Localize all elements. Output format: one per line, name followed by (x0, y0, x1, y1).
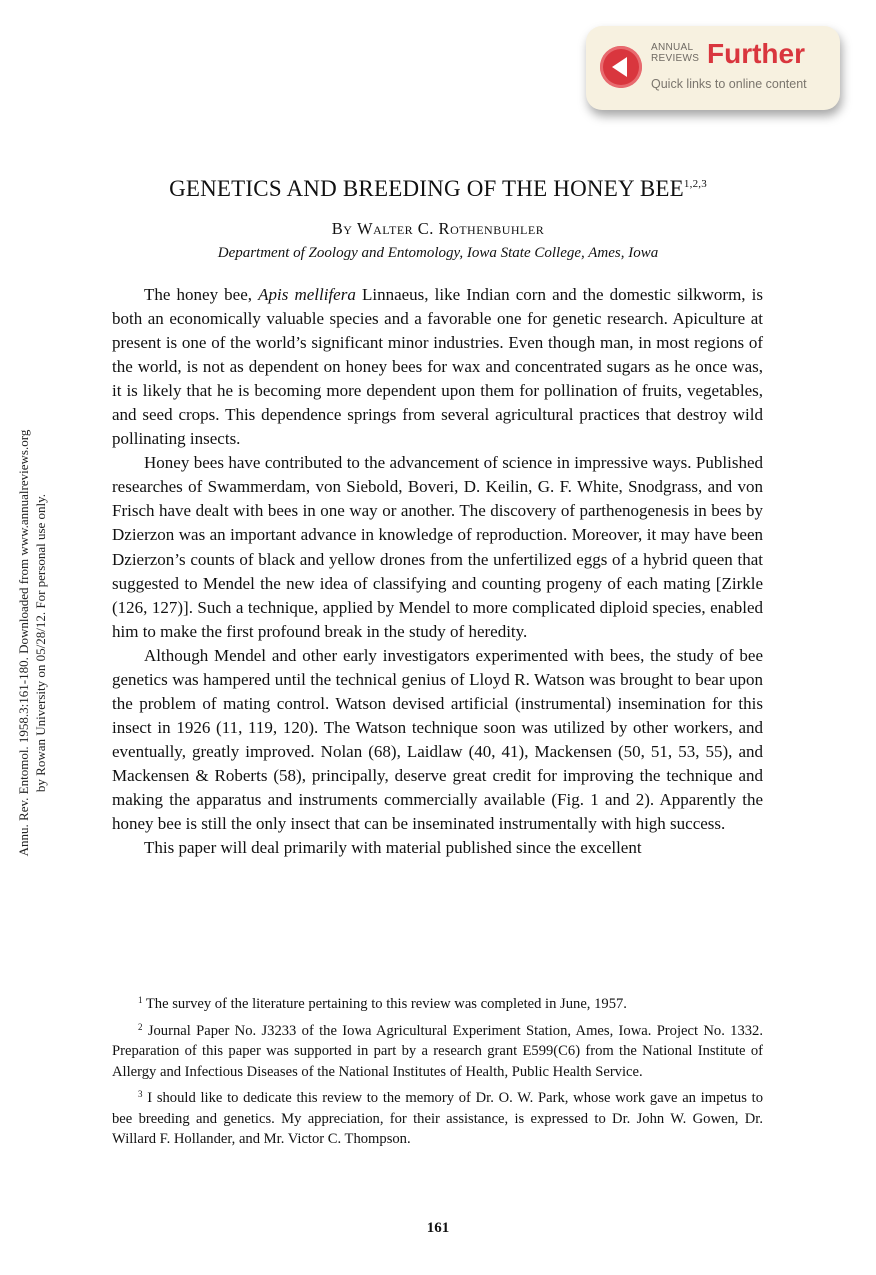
margin-note-line2: by Rowan University on 05/28/12. For personal use only. (33, 493, 48, 793)
author-affiliation: Department of Zoology and Entomology, Iowa State College, Ames, Iowa (217, 245, 659, 261)
author-line (0, 219, 876, 239)
article-body (112, 283, 763, 860)
footnote: $^1$ The survey of the literature pertaining to this review was completed in June, 1957. (138, 995, 627, 1012)
margin-note-line1: Annu. Rev. Entomol. 1958.3:161-180. Downloaded from www.annualreviews.org (16, 429, 31, 857)
further-badge[interactable] (586, 26, 840, 110)
paragraph-3: Although Mendel and other early investigators experimented with bees, the study of bee genetics was hampered until the technical genius of Lloyd R. Watson was brought to bear upon the problem of mating control. Watson devised artificial (instrumental) insemination for this insect in 1926 (11, 119, 120). The Watson technique soon was utilized by other workers, and eventually, greatly improved. Nolan (68), Laidlaw (40, 41), Mackensen (50, 51, 53, 55), and Mackensen & Roberts (58), principally, deserve great credit for improving the technique and making the apparatus and instruments commercially available (Fig. 1 and 2). Apparently the honey bee is still the only insect that can be inseminated instrumentally with high success. (112, 645, 763, 834)
species-name: Apis mellifera (258, 285, 356, 304)
paragraph-1: The honey bee, Apis mellifera Linnaeus, like Indian corn and the domestic silkworm, is both an economically valuable species and a favorable one for genetic research. Apiculture at present is one of the world’s significant minor industries. Even though man, in most regions of the world, is not as dependent on honey bees for wax and concentrated sugars as he once was, it is likely that he is becoming more dependent upon them for pollination of fruits, vegetables, and seed crops. This dependence springs from several agricultural practices that destroy wild pollinating insects. (112, 285, 763, 449)
title-footnote-refs: 1,2,3 (683, 178, 707, 190)
title-text: GENETICS AND BREEDING OF THE HONEY BEE (169, 176, 684, 201)
further-wordmark: Further (707, 38, 805, 69)
annual-reviews-logo-text: ANNUAL REVIEWS (651, 42, 700, 64)
play-back-icon (600, 46, 642, 88)
page-number: 161 (426, 1220, 450, 1236)
author-by: By (331, 219, 353, 238)
footnote: $^2$ Journal Paper No. J3233 of the Iowa Agricultural Experiment Station, Ames, Iowa. Project No. 1332. Preparation of this paper was supported in part by a research grant E599(C6) from the National Institute of Allergy and Infectious Diseases of the National Institutes of Health, Public Health Service. (112, 1021, 763, 1080)
further-tagline: Quick links to online content (651, 77, 807, 91)
download-margin-note (15, 333, 55, 953)
footnote: $^3$ I should like to dedicate this review to the memory of Dr. O. W. Park, whose work gave an impetus to bee breeding and genetics. My appreciation, for their assistance, is expressed to Dr. John W. Gowen, Dr. Willard F. Hollander, and Mr. Victor C. Thompson. (112, 1089, 763, 1147)
article-title (0, 176, 876, 202)
author-name: Walter C. Rothenbuhler (357, 219, 545, 238)
paragraph-2: Honey bees have contributed to the advancement of science in impressive ways. Published researches of Swammerdam, von Siebold, Boveri, D. Keilin, G. F. White, Snodgrass, and von Frisch have dealt with bees in one way or another. The discovery of parthenogenesis in bees by Dzierzon was an important advance in knowledge of reproduction. Moreover, it may have been Dzierzon’s counts of black and yellow drones from the unfertilized eggs of a hybrid queen that suggested to Mendel the new idea of classifying and counting progeny of each mating [Zirkle (126, 127)]. Such a technique, applied by Mendel to more complicated diploid species, enabled him to make the first profound break in the study of heredity. (112, 453, 763, 641)
paragraph-4: This paper will deal primarily with material published since the excellent (144, 838, 642, 858)
footnotes (112, 990, 763, 1152)
